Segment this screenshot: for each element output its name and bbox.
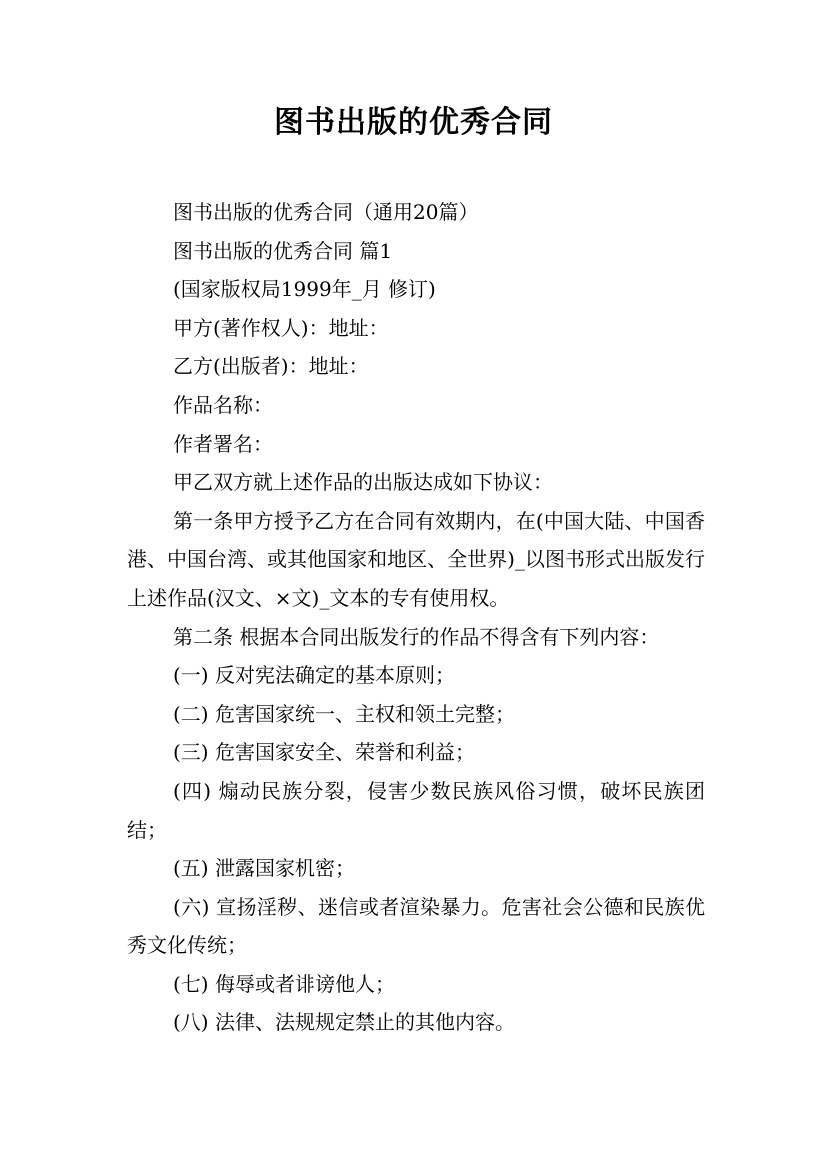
paragraph-item-2: (二) 危害国家统一、主权和领土完整；: [173, 701, 515, 726]
paragraph-item-4: (四) 煽动民族分裂，侵害少数民族风俗习惯，破坏民族团结；: [127, 778, 705, 842]
paragraph-item-8: (八) 法律、法规规定禁止的其他内容。: [173, 1010, 515, 1035]
paragraph-item-6: (六) 宣扬淫秽、迷信或者渲染暴力。危害社会公德和民族优秀文化传统；: [127, 894, 705, 958]
paragraph-item-1: (一) 反对宪法确定的基本原则；: [173, 663, 455, 688]
paragraph-work-name: 作品名称：: [173, 392, 273, 417]
paragraph-revision-note: (国家版权局1999年_月 修订): [173, 277, 436, 302]
paragraph-item-3: (三) 危害国家安全、荣誉和利益；: [173, 740, 475, 765]
paragraph-item-5: (五) 泄露国家机密；: [173, 856, 355, 881]
paragraph-party-b: 乙方(出版者)：地址：: [173, 354, 369, 379]
paragraph-article-1: 第一条甲方授予乙方在合同有效期内，在(中国大陆、中国香港、中国台湾、或其他国家和地区、全世界)_以图书形式出版发行上述作品(汉文、×文)_文本的专有使用权。: [127, 508, 705, 610]
document-body: [127, 193, 705, 1042]
paragraph-subtitle: 图书出版的优秀合同（通用20篇）: [173, 200, 479, 224]
paragraph-section-heading: 图书出版的优秀合同 篇1: [173, 238, 393, 263]
paragraph-author-name: 作者署名：: [173, 431, 273, 456]
paragraph-agreement-intro: 甲乙双方就上述作品的出版达成如下协议：: [173, 470, 553, 495]
paragraph-article-2: 第二条 根据本合同出版发行的作品不得含有下列内容：: [173, 624, 660, 649]
paragraph-item-7: (七) 侮辱或者诽谤他人；: [173, 971, 395, 996]
document-title: 图书出版的优秀合同: [274, 105, 553, 140]
paragraph-party-a: 甲方(著作权人)：地址：: [173, 315, 389, 340]
